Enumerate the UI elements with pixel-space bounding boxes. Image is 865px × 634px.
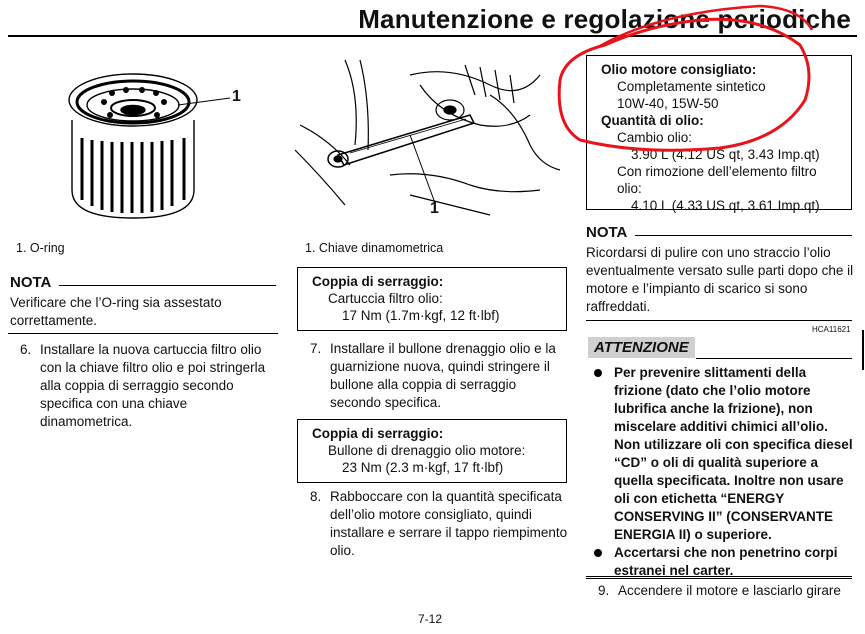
spec-type: Completamente sintetico: [617, 79, 766, 94]
hca-code: HCA11621: [812, 325, 851, 334]
nota-title: NOTA: [586, 224, 628, 241]
step-8-text: Rabboccare con la quantità specificata dell’olio motore consigliato, quindi installare e serrare il tappo riempimento olio.: [330, 489, 568, 558]
step-7-text: Installare il bullone drenaggio olio e la guarnizione nuova, quindi stringere il bullone alla coppia di serraggio secondo specifica.: [330, 341, 556, 410]
step-9-text: Accendere il motore e lasciarlo girare: [618, 583, 841, 598]
quantity-filter: Con rimozione dell’elemento filtro: [617, 164, 817, 179]
quantity-title: Quantità di olio:: [601, 113, 704, 128]
spec-value: 17 Nm (1.7m·kgf, 12 ft·lbf): [342, 308, 500, 323]
figure-caption: 1. O-ring: [16, 241, 65, 255]
spec-item: Bullone di drenaggio olio motore:: [328, 443, 526, 458]
quantity-filter-value: 4.10 L (4.33 US qt, 3.61 Imp.qt): [631, 198, 820, 213]
nota-text: Verificare che l’O-ring sia assestato correttamente.: [10, 295, 222, 328]
page-title: Manutenzione e regolazione periodiche: [358, 4, 851, 34]
nota-title: NOTA: [10, 274, 52, 291]
spec-item: Cartuccia filtro olio:: [328, 291, 443, 306]
bullet-text: Accertarsi che non penetrino corpi estranei nel carter.: [614, 545, 838, 578]
quantity-filter-cont: olio:: [617, 181, 642, 196]
spec-title: Olio motore consigliato:: [601, 62, 757, 77]
step-6-text: Installare la nuova cartuccia filtro olio con la chiave filtro olio e poi stringerla alla coppia di serraggio secondo specifica con una chiave dinamometrica.: [40, 342, 266, 429]
step-number: 7.: [310, 341, 322, 356]
figure-caption: 1. Chiave dinamometrica: [305, 241, 444, 255]
quantity-change: Cambio olio:: [617, 130, 693, 145]
spec-title: Coppia di serraggio:: [312, 274, 444, 289]
step-number: 9.: [598, 583, 610, 598]
spec-value: 23 Nm (2.3 m·kgf, 17 ft·lbf): [342, 460, 504, 475]
spec-title: Coppia di serraggio:: [312, 426, 444, 441]
callout-1: 1: [430, 200, 439, 217]
bullet-text: Per prevenire slittamenti della frizione (dato che l’olio motore lubrifica anche la frizione), non miscelare additivi chimici all’olio. Non utilizzare oli con specifica diesel “CD” o oli di qualità superiore a quella specificata. Inoltre non usare oli con etichetta “ENERGY CONSERVING II” (CONSERVANTE ENERGIA II) o superiore.: [614, 365, 853, 542]
spec-grade: 10W-40, 15W-50: [617, 96, 719, 111]
step-number: 8.: [310, 489, 322, 504]
callout-1: 1: [232, 88, 241, 105]
nota-text: Ricordarsi di pulire con uno straccio l’olio eventualmente versato sulle parti dopo che il motore e l’impianto di scarico si sono raffreddati.: [586, 245, 854, 314]
page-number: 7-12: [418, 612, 443, 626]
quantity-change-value: 3.90 L (4.12 US qt, 3.43 Imp.qt): [631, 147, 820, 162]
attention-heading: ATTENZIONE: [588, 337, 695, 358]
step-number: 6.: [20, 342, 32, 357]
